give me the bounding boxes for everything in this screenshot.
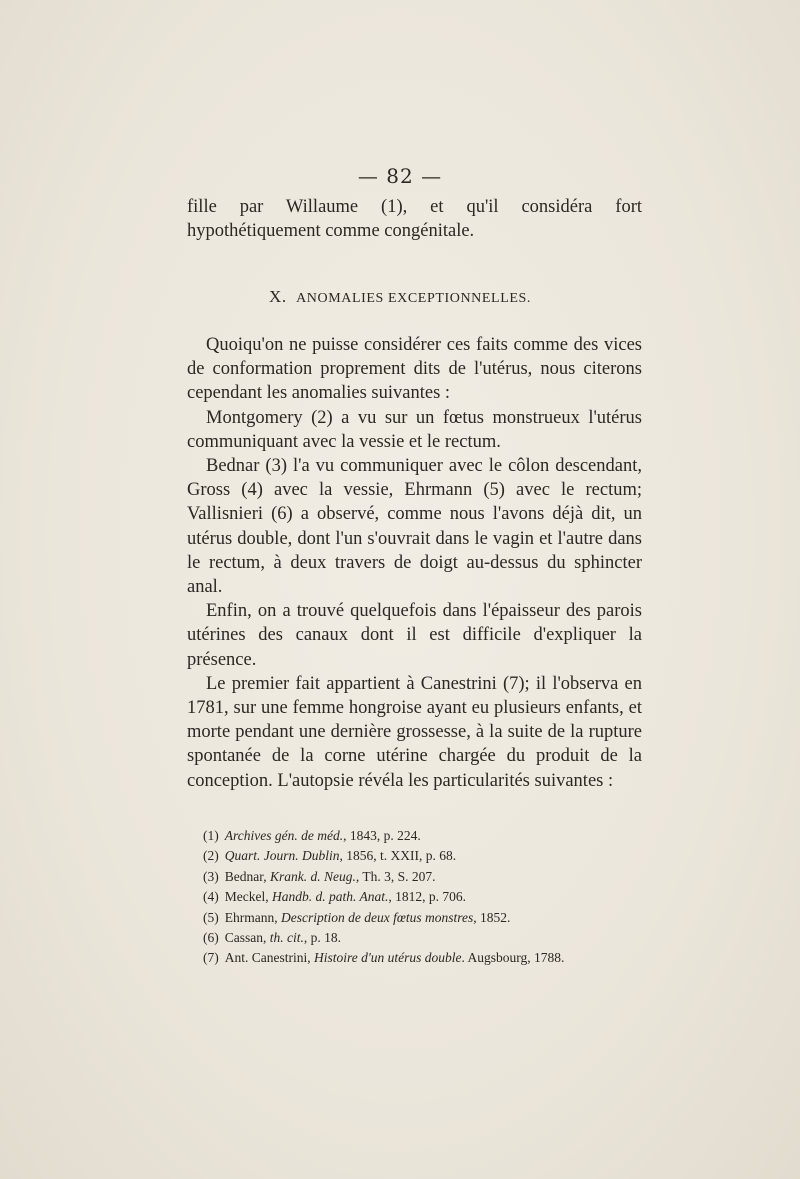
footnote-number: (2) bbox=[203, 848, 219, 864]
section-title: ANOMALIES EXCEPTIONNELLES. bbox=[296, 291, 531, 306]
footnote bbox=[203, 928, 643, 948]
footnote-details: , 1856, t. XXII, p. 68. bbox=[339, 848, 457, 864]
footnote bbox=[203, 867, 643, 887]
footnote-details: , 1812, p. 706. bbox=[388, 889, 466, 905]
section-number: X. bbox=[269, 287, 287, 306]
page-number: — 82 — bbox=[357, 164, 443, 188]
footnote-author: Ant. Canestrini, bbox=[224, 950, 314, 966]
footnote bbox=[203, 826, 643, 846]
continuation-paragraph bbox=[187, 195, 642, 243]
footnote-author: Meckel, bbox=[224, 889, 272, 905]
paragraph: Bednar (3) l'a vu communiquer avec le côlon descendant, Gross (4) avec la vessie, Ehrmann (5) avec le rectum; Vallisnieri (6) a observé, comme nous l'avons déjà dit, un utérus double, dont l'un s'ouvrait dans le vagin et l'autre dans le rectum, à deux travers de doigt au-dessus du sphincter anal. bbox=[187, 456, 642, 598]
footnote-number: (1) bbox=[203, 828, 219, 843]
footnote-title: Krank. d. Neug. bbox=[269, 868, 356, 884]
continuation-text: fille par Willaume (1), et qu'il considéra fort hypothétiquement comme congénitale. bbox=[187, 197, 642, 242]
footnote bbox=[203, 908, 643, 928]
footnote-author: Cassan, bbox=[224, 930, 270, 946]
footnote-number: (3) bbox=[203, 868, 219, 884]
footnote-details: , 1843, p. 224. bbox=[343, 828, 421, 843]
footnotes bbox=[203, 826, 643, 969]
footnote-number: (4) bbox=[203, 889, 219, 905]
footnote-title: Quart. Journ. Dublin bbox=[224, 848, 340, 864]
paragraph: Enfin, on a trouvé quelquefois dans l'épaisseur des parois utérines des canaux dont il est difficile d'expliquer la présence. bbox=[187, 601, 642, 670]
footnote-number: (6) bbox=[203, 930, 219, 946]
footnote-title: Histoire d'un utérus double bbox=[314, 950, 462, 966]
footnote-author: Ehrmann, bbox=[224, 909, 281, 925]
footnote-details: , 1852. bbox=[473, 909, 511, 925]
footnote-title: Archives gén. de méd. bbox=[224, 828, 344, 843]
section-heading bbox=[0, 287, 800, 307]
footnote-details: , Th. 3, S. 207. bbox=[355, 868, 436, 884]
footnote-title: Handb. d. path. Anat. bbox=[271, 889, 389, 905]
footnote bbox=[203, 948, 643, 968]
footnote-title: Description de deux fœtus monstres bbox=[281, 909, 474, 925]
footnote-details: . Augsbourg, 1788. bbox=[461, 950, 565, 966]
paragraph: Quoiqu'on ne puisse considérer ces faits comme des vices de conformation proprement dits de l'utérus, nous citerons cependant les anomalies suivantes : bbox=[187, 335, 642, 404]
footnote bbox=[203, 887, 643, 907]
footnote-title: th. cit. bbox=[269, 930, 304, 946]
footnote-number: (5) bbox=[203, 909, 219, 925]
paragraph: Le premier fait appartient à Canestrini (7); il l'observa en 1781, sur une femme hongroise ayant eu plusieurs enfants, et morte pendant une dernière grossesse, à la suite de la rupture spontanée de la corne utérine chargée du produit de la conception. L'autopsie révéla les particularités suivantes : bbox=[187, 673, 642, 791]
footnote-author: Bednar, bbox=[224, 868, 270, 884]
footnote bbox=[203, 846, 643, 866]
footnote-number: (7) bbox=[203, 950, 219, 966]
paragraph: Montgomery (2) a vu sur un fœtus monstrueux l'utérus communiquant avec la vessie et le rectum. bbox=[187, 407, 642, 452]
body-text bbox=[187, 333, 642, 793]
footnote-details: , p. 18. bbox=[303, 930, 341, 946]
